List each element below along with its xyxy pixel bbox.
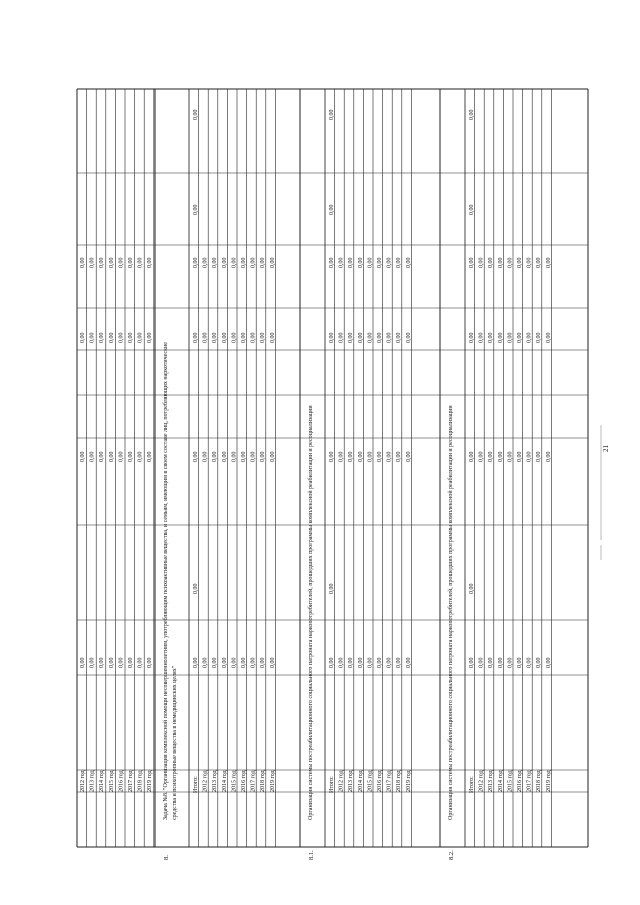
value-zero: 0,00: [250, 257, 257, 268]
year-label: 2015 год: [367, 770, 374, 792]
value-zero: 0,00: [99, 257, 106, 268]
value-zero: 0,00: [469, 451, 475, 462]
total-label: Итого:: [469, 776, 475, 793]
value-zero: 0,00: [128, 257, 134, 268]
value-zero: 0,00: [348, 332, 355, 343]
value-zero: 0,00: [396, 257, 403, 268]
year-label: 2018 год: [536, 770, 543, 792]
value-zero: 0,00: [478, 657, 485, 668]
section-number: 8.2.: [448, 850, 455, 860]
value-zero: 0,00: [241, 257, 247, 268]
value-zero: 0,00: [338, 332, 345, 343]
year-label: 2018 год: [260, 770, 267, 792]
value-zero: 0,00: [526, 657, 533, 668]
year-label: 2013 год: [488, 770, 495, 792]
value-zero: 0,00: [329, 257, 335, 268]
value-zero: 0,00: [269, 451, 276, 462]
year-label: 2017 год: [386, 770, 393, 792]
value-zero: 0,00: [99, 451, 106, 462]
year-label: 2012 год: [338, 770, 345, 792]
value-zero: 0,00: [338, 451, 345, 462]
value-zero: 0,00: [99, 657, 106, 668]
year-label: 2018 год: [137, 770, 144, 792]
value-zero: 0,00: [357, 451, 364, 462]
value-zero: 0,00: [137, 332, 144, 343]
year-label: 2015 год: [231, 770, 238, 792]
year-label: 2013 год: [212, 770, 219, 792]
year-label: 2016 год: [118, 770, 125, 792]
value-zero: 0,00: [118, 332, 125, 343]
value-zero: 0,00: [108, 451, 115, 462]
value-zero: 0,00: [507, 657, 514, 668]
value-zero: 0,00: [377, 451, 383, 462]
value-zero: 0,00: [80, 332, 86, 343]
value-zero: 0,00: [526, 257, 533, 268]
value-zero: 0,00: [507, 257, 514, 268]
value-zero: 0,00: [386, 657, 393, 668]
value-zero: 0,00: [231, 451, 238, 462]
value-zero: 0,00: [526, 451, 533, 462]
value-zero: 0,00: [118, 451, 125, 462]
value-zero: 0,00: [348, 451, 355, 462]
value-zero: 0,00: [405, 257, 412, 268]
value-zero: 0,00: [193, 332, 199, 343]
value-zero: 0,00: [89, 657, 96, 668]
year-label: 2014 год: [497, 770, 504, 792]
value-zero: 0,00: [329, 332, 335, 343]
value-zero: 0,00: [221, 657, 228, 668]
value-zero: 0,00: [545, 332, 552, 343]
value-zero: 0,00: [488, 257, 495, 268]
value-zero: 0,00: [212, 657, 219, 668]
value-zero: 0,00: [137, 451, 144, 462]
value-zero: 0,00: [367, 657, 374, 668]
value-zero: 0,00: [357, 657, 364, 668]
year-label: 2015 год: [108, 770, 115, 792]
value-zero: 0,00: [128, 657, 134, 668]
total-label: Итого:: [329, 776, 335, 793]
value-zero: 0,00: [338, 257, 345, 268]
value-zero: 0,00: [202, 332, 209, 343]
value-zero: 0,00: [377, 257, 383, 268]
value-zero: 0,00: [89, 451, 96, 462]
value-zero: 0,00: [507, 451, 514, 462]
total-label: Итого:: [193, 776, 199, 793]
year-label: 2013 год: [89, 770, 96, 792]
value-zero: 0,00: [108, 657, 115, 668]
value-zero: 0,00: [517, 657, 523, 668]
value-zero: 0,00: [507, 332, 514, 343]
value-zero: 0,00: [396, 451, 403, 462]
section-title: Задача №8. "Организация комплексной помощи несовершеннолетним, употребляющим психоактивные вещества, и семьям, имеющим в своем составе лиц, потребляющих наркотические: [163, 342, 169, 820]
value-zero: 0,00: [269, 332, 276, 343]
value-zero: 0,00: [118, 257, 125, 268]
value-zero: 0,00: [536, 257, 543, 268]
table-text: [80, 110, 610, 861]
value-zero: 0,00: [357, 257, 364, 268]
value-zero: 0,00: [396, 657, 403, 668]
value-zero: 0,00: [367, 332, 374, 343]
value-zero: 0,00: [118, 657, 125, 668]
year-label: 2019 год: [269, 770, 276, 792]
value-zero: 0,00: [89, 257, 96, 268]
value-zero: 0,00: [545, 657, 552, 668]
value-zero: 0,00: [250, 657, 257, 668]
year-label: 2014 год: [357, 770, 364, 792]
value-zero: 0,00: [405, 332, 412, 343]
value-zero: 0,00: [488, 451, 495, 462]
value-zero: 0,00: [221, 332, 228, 343]
value-zero: 0,00: [108, 257, 115, 268]
value-zero: 0,00: [202, 657, 209, 668]
year-label: 2018 год: [396, 770, 403, 792]
value-zero: 0,00: [193, 257, 199, 268]
value-zero: 0,00: [269, 257, 276, 268]
value-zero: 0,00: [193, 451, 199, 462]
value-zero: 0,00: [241, 451, 247, 462]
value-zero: 0,00: [193, 109, 199, 120]
value-zero: 0,00: [147, 332, 154, 343]
value-zero: 0,00: [250, 332, 257, 343]
value-zero: 0,00: [367, 451, 374, 462]
value-zero: 0,00: [260, 257, 267, 268]
value-zero: 0,00: [536, 332, 543, 343]
value-zero: 0,00: [386, 451, 393, 462]
value-zero: 0,00: [212, 451, 219, 462]
value-zero: 0,00: [469, 583, 475, 594]
year-label: 2014 год: [221, 770, 228, 792]
value-zero: 0,00: [497, 257, 504, 268]
value-zero: 0,00: [405, 657, 412, 668]
value-zero: 0,00: [128, 451, 134, 462]
value-zero: 0,00: [377, 657, 383, 668]
value-zero: 0,00: [202, 451, 209, 462]
value-zero: 0,00: [488, 332, 495, 343]
value-zero: 0,00: [260, 332, 267, 343]
value-zero: 0,00: [212, 257, 219, 268]
value-zero: 0,00: [137, 257, 144, 268]
value-zero: 0,00: [193, 657, 199, 668]
value-zero: 0,00: [80, 257, 86, 268]
year-label: 2013 год: [348, 770, 355, 792]
year-label: 2016 год: [241, 770, 247, 792]
value-zero: 0,00: [469, 657, 475, 668]
year-label: 2012 год: [478, 770, 485, 792]
section-title: Организация системы постреабилитационного социального патроната наркопотребителей, прошедших программы комплексной реабилитации и ресоциализации: [308, 405, 314, 820]
value-zero: 0,00: [193, 204, 199, 215]
value-zero: 0,00: [202, 257, 209, 268]
year-label: 2019 год: [545, 770, 552, 792]
value-zero: 0,00: [231, 657, 238, 668]
value-zero: 0,00: [89, 332, 96, 343]
value-zero: 0,00: [137, 657, 144, 668]
value-zero: 0,00: [469, 257, 475, 268]
value-zero: 0,00: [221, 257, 228, 268]
value-zero: 0,00: [338, 657, 345, 668]
value-zero: 0,00: [231, 257, 238, 268]
year-label: 2012 год: [202, 770, 209, 792]
value-zero: 0,00: [241, 657, 247, 668]
value-zero: 0,00: [193, 583, 199, 594]
value-zero: 0,00: [80, 451, 86, 462]
value-zero: 0,00: [250, 451, 257, 462]
value-zero: 0,00: [329, 109, 335, 120]
value-zero: 0,00: [536, 657, 543, 668]
year-label: 2017 год: [128, 770, 134, 792]
value-zero: 0,00: [329, 583, 335, 594]
value-zero: 0,00: [396, 332, 403, 343]
value-zero: 0,00: [478, 332, 485, 343]
value-zero: 0,00: [329, 657, 335, 668]
value-zero: 0,00: [517, 257, 523, 268]
value-zero: 0,00: [497, 451, 504, 462]
value-zero: 0,00: [241, 332, 247, 343]
value-zero: 0,00: [377, 332, 383, 343]
value-zero: 0,00: [260, 451, 267, 462]
value-zero: 0,00: [108, 332, 115, 343]
value-zero: 0,00: [128, 332, 134, 343]
year-label: 2012 год: [80, 770, 86, 792]
value-zero: 0,00: [526, 332, 533, 343]
value-zero: 0,00: [536, 451, 543, 462]
value-zero: 0,00: [147, 257, 154, 268]
section-title: средства и психотропные вещества в немедицинских целях": [172, 665, 178, 820]
year-label: 2015 год: [507, 770, 514, 792]
value-zero: 0,00: [545, 257, 552, 268]
value-zero: 0,00: [221, 451, 228, 462]
section-number: 8.: [163, 855, 170, 860]
year-label: 2019 год: [405, 770, 412, 792]
value-zero: 0,00: [367, 257, 374, 268]
year-label: 2019 год: [147, 770, 154, 792]
value-zero: 0,00: [386, 257, 393, 268]
value-zero: 0,00: [99, 332, 106, 343]
year-label: 2016 год: [517, 770, 523, 792]
year-label: 2014 год: [99, 770, 106, 792]
value-zero: 0,00: [497, 332, 504, 343]
value-zero: 0,00: [497, 657, 504, 668]
value-zero: 0,00: [517, 451, 523, 462]
value-zero: 0,00: [405, 451, 412, 462]
value-zero: 0,00: [478, 451, 485, 462]
value-zero: 0,00: [147, 451, 154, 462]
value-zero: 0,00: [348, 257, 355, 268]
value-zero: 0,00: [329, 451, 335, 462]
value-zero: 0,00: [545, 451, 552, 462]
page-number: 21: [602, 445, 610, 452]
value-zero: 0,00: [478, 257, 485, 268]
year-label: 2017 год: [526, 770, 533, 792]
value-zero: 0,00: [357, 332, 364, 343]
value-zero: 0,00: [269, 657, 276, 668]
value-zero: 0,00: [231, 332, 238, 343]
value-zero: 0,00: [469, 204, 475, 215]
value-zero: 0,00: [260, 657, 267, 668]
value-zero: 0,00: [329, 204, 335, 215]
value-zero: 0,00: [488, 657, 495, 668]
value-zero: 0,00: [80, 657, 86, 668]
section-title: Организация системы постреабилитационного социального патроната наркопотребителей, прошедших программы комплексной реабилитации и ресоциализации: [448, 405, 454, 820]
value-zero: 0,00: [386, 332, 393, 343]
value-zero: 0,00: [469, 332, 475, 343]
year-label: 2017 год: [250, 770, 257, 792]
value-zero: 0,00: [348, 657, 355, 668]
value-zero: 0,00: [147, 657, 154, 668]
year-label: 2016 год: [377, 770, 383, 792]
table-grid: [77, 89, 601, 847]
value-zero: 0,00: [212, 332, 219, 343]
value-zero: 0,00: [517, 332, 523, 343]
value-zero: 0,00: [469, 109, 475, 120]
section-number: 8.1.: [308, 850, 315, 860]
